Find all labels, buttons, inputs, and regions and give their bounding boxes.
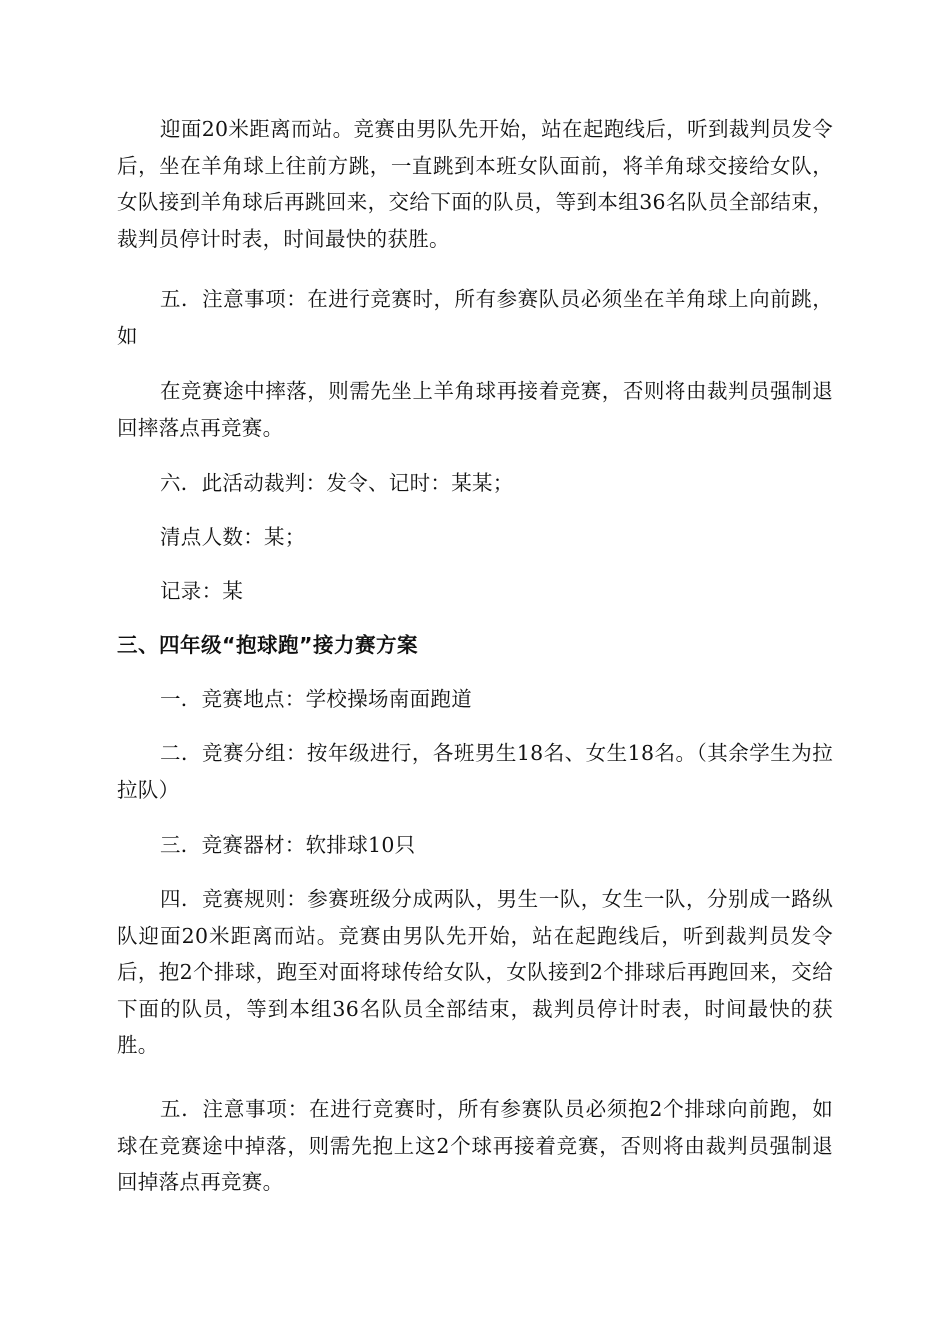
item-notes: 五．注意事项：在进行竞赛时，所有参赛队员必须抱2个排球向前跑，如球在竞赛途中掉落，则需先抱上这2个球再接着竞赛，否则将由裁判员强制退回掉落点再竞赛。	[117, 1097, 833, 1194]
item-equipment: 三．竞赛器材：软排球10只	[160, 833, 416, 857]
paragraph-rules-continued: 迎面20米距离而站。竞赛由男队先开始，站在起跑线后，听到裁判员发令后，坐在羊角球上往前方跳，一直跳到本班女队面前，将羊角球交接给女队，女队接到羊角球后再跳回来，交给下面的队员，等到本组36名队员全部结束，裁判员停计时表，时间最快的获胜。	[117, 117, 833, 251]
item-rules: 四．竞赛规则：参赛班级分成两队，男生一队，女生一队，分别成一路纵队迎面20米距离而站。竞赛由男队先开始，站在起跑线后，听到裁判员发令后，抱2个排球，跑至对面将球传给女队，女队接到2个排球后再跑回来，交给下面的队员，等到本组36名队员全部结束，裁判员停计时表，时间最快的获胜。	[117, 887, 833, 1057]
item-venue: 一．竞赛地点：学校操场南面跑道	[160, 687, 472, 711]
paragraph-headcount: 清点人数：某；	[160, 525, 306, 549]
paragraph-notes-continued: 在竞赛途中摔落，则需先坐上羊角球再接着竞赛，否则将由裁判员强制退回摔落点再竞赛。	[117, 379, 833, 440]
item-grouping: 二．竞赛分组：按年级进行，各班男生18名、女生18名。（其余学生为拉拉队）	[117, 741, 833, 802]
paragraph-referees: 六．此活动裁判：发令、记时：某某；	[160, 471, 514, 495]
paragraph-notes-heading: 五．注意事项：在进行竞赛时，所有参赛队员必须坐在羊角球上向前跳，如	[117, 287, 833, 348]
paragraph-recorder: 记录：某	[160, 579, 244, 603]
section-heading: 三、四年级“抱球跑”接力赛方案	[117, 633, 418, 657]
